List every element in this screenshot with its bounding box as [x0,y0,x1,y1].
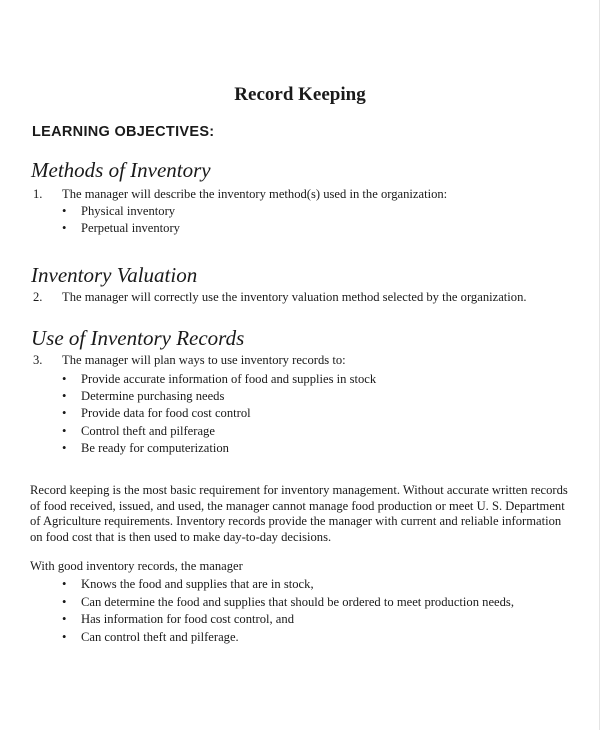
bullet-icon: • [62,595,67,609]
bullet-icon: • [62,204,67,218]
bullet-icon: • [62,372,67,386]
item-text: The manager will describe the inventory method(s) used in the organization: [62,187,448,201]
section-heading: Inventory Valuation [31,263,198,287]
bullet-text: Can determine the food and supplies that should be ordered to meet production needs, [81,595,514,609]
item-number: 1. [33,187,43,201]
item-number: 3. [33,353,43,367]
section-heading: Methods of Inventory [31,158,211,182]
bullet-text: Provide data for food cost control [81,406,251,420]
bullet-text: Can control theft and pilferage. [81,630,239,644]
bullet-text: Knows the food and supplies that are in stock, [81,577,314,591]
paragraph-line: of food received, issued, and used, the manager cannot manage food production or meet U. S. Department [30,499,565,513]
learning-objectives-heading: LEARNING OBJECTIVES: [32,124,215,140]
paragraph-line: on food cost that is then used to make day-to-day decisions. [30,530,332,544]
bullet-text: Determine purchasing needs [81,389,225,403]
paragraph-line: of Agriculture requirements. Inventory records provide the manager with current and reliable information [30,514,562,528]
bullet-icon: • [62,441,67,455]
bullet-icon: • [62,577,67,591]
bullet-icon: • [62,630,67,644]
bullet-text: Physical inventory [81,204,176,218]
page-title: Record Keeping [234,84,366,105]
bullet-icon: • [62,612,67,626]
bullet-icon: • [62,406,67,420]
bullet-text: Be ready for computerization [81,441,229,455]
intro-text: With good inventory records, the manager [30,559,243,573]
bullet-text: Perpetual inventory [81,221,180,235]
bullet-text: Has information for food cost control, and [81,612,294,626]
item-number: 2. [33,290,43,304]
paragraph-line: Record keeping is the most basic requirement for inventory management. Without accurate written records [30,483,568,497]
section-heading: Use of Inventory Records [31,326,245,350]
bullet-icon: • [62,424,67,438]
bullet-text: Control theft and pilferage [81,424,215,438]
bullet-icon: • [62,221,67,235]
item-text: The manager will correctly use the inventory valuation method selected by the organization. [62,290,527,304]
item-text: The manager will plan ways to use inventory records to: [62,353,346,367]
bullet-icon: • [62,389,67,403]
bullet-text: Provide accurate information of food and supplies in stock [81,372,377,386]
